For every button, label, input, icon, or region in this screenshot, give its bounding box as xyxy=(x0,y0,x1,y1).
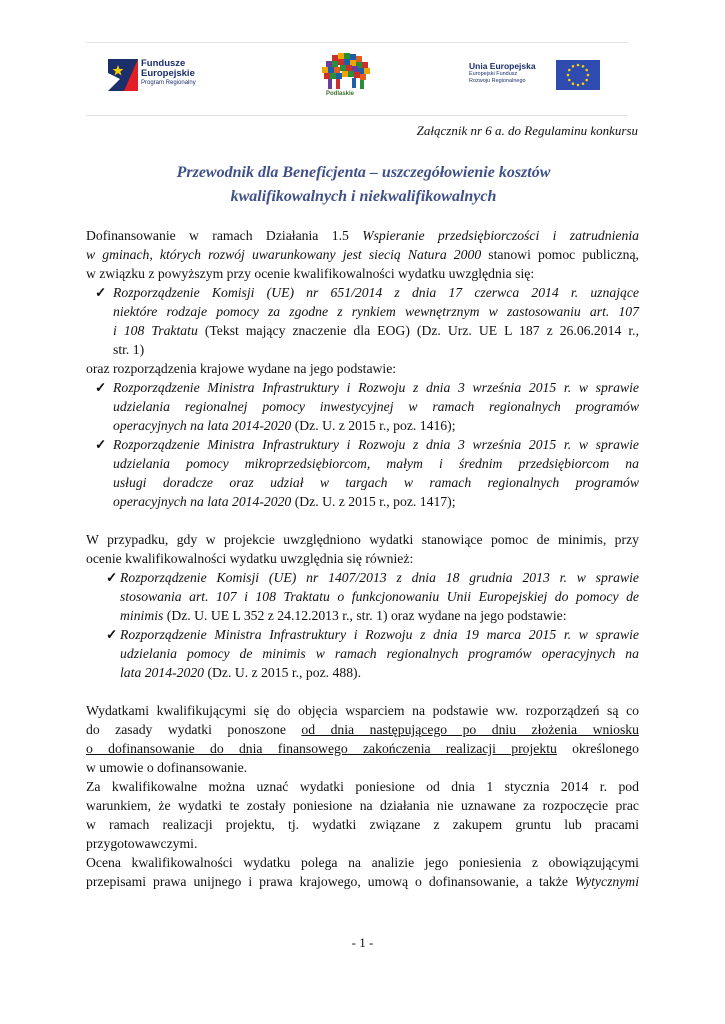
text-span: Rozporządzenie Ministra Infrastruktury i Rozwoju z dnia 3 września 2015 r. w sprawie xyxy=(113,380,639,395)
program-name: Wspieranie przedsiębiorczości i zatrudnienia xyxy=(362,228,639,243)
text-line: Za kwalifikowalne można uznać wydatki poniesione od dnia 1 stycznia 2014 r. pod xyxy=(86,779,639,794)
text-span: Dofinansowanie w ramach Działania 1.5 xyxy=(86,228,363,243)
text-line xyxy=(86,872,639,891)
text-line: W przypadku, gdy w projekcie uwzględniono wydatki stanowiące pomoc de minimis, przy xyxy=(86,532,639,547)
list-item-regulation-651 xyxy=(86,283,639,359)
check-mark-icon: ✓ xyxy=(106,627,118,642)
text-span: określonego xyxy=(556,741,639,756)
program-name: w gminach, których rozwój uwarunkowany jest siecią Natura 2000 xyxy=(86,247,482,262)
text-line xyxy=(95,378,639,397)
text-line: Ocena kwalifikowalności wydatku polega na analizie jego poniesienia z obowiązującymi xyxy=(86,855,639,870)
text-line: str. 1) xyxy=(113,342,145,357)
podlaskie-name: Podlaskie xyxy=(326,91,355,97)
text-line: w ramach realizacji projektu, tj. wydatki związane z zakupem gruntu lub pracami xyxy=(86,817,639,832)
text-span: operacyjnych na lata 2014-2020 xyxy=(113,494,292,509)
text-line xyxy=(106,568,639,587)
paragraph-5 xyxy=(86,777,639,853)
text-line xyxy=(113,321,639,340)
text-line xyxy=(86,739,639,758)
text-span: Rozporządzenie Komisji (UE) nr 1407/2013 z dnia 18 grudnia 2013 r. w sprawie xyxy=(120,570,639,585)
text-span: minimis xyxy=(120,608,164,623)
paragraph-6 xyxy=(86,853,639,891)
text-line xyxy=(95,435,639,454)
bison-mosaic-icon xyxy=(318,51,376,93)
document-body xyxy=(86,226,639,891)
document-title xyxy=(86,161,641,209)
fe-logo-line1: Fundusze xyxy=(141,58,186,69)
paragraph-3 xyxy=(86,530,639,568)
text-line: usługi doradcze oraz udział w targach w ramach regionalnych programów xyxy=(113,475,639,490)
page-number: - 1 - xyxy=(351,935,374,950)
ue-logo-text xyxy=(469,61,536,85)
list-item-regulation-488 xyxy=(86,625,639,682)
text-line: udzielania pomocy mikroprzedsiębiorcom, małym i średnim przedsiębiorcom na xyxy=(113,456,639,471)
text-span: i 108 Traktatu xyxy=(113,323,198,338)
check-mark-icon: ✓ xyxy=(106,570,118,585)
text-line xyxy=(106,625,639,644)
text-line xyxy=(95,283,639,302)
text-span: (Dz. U. UE L 352 z 24.12.2013 r., str. 1) oraz wydane na jego podstawie: xyxy=(163,608,567,623)
podlaskie-logo xyxy=(318,51,376,105)
eu-flag-icon xyxy=(556,60,600,90)
ue-logo-line1: Unia Europejska xyxy=(469,61,536,71)
logo-bar xyxy=(86,42,628,116)
text-span: przepisami prawa unijnego i prawa krajowego, umową o dofinansowanie, a także xyxy=(86,874,575,889)
text-line: w związku z powyższym przy ocenie kwalifikowalności wydatku uwzględnia się: xyxy=(86,266,535,281)
text-span: operacyjnych na lata 2014-2020 xyxy=(113,418,292,433)
check-mark-icon: ✓ xyxy=(95,380,107,395)
fe-logo-text xyxy=(141,59,196,88)
paragraph-2: oraz rozporządzenia krajowe wydane na jego podstawie: xyxy=(86,361,397,376)
text-line: przygotowawczymi. xyxy=(86,836,198,851)
text-line xyxy=(113,492,639,511)
text-line xyxy=(86,245,639,264)
spacer xyxy=(86,682,639,701)
text-line: w umowie o dofinansowanie. xyxy=(86,760,248,775)
text-span: Wytycznymi xyxy=(574,874,639,889)
annex-note: Załącznik nr 6 a. do Regulaminu konkursu xyxy=(416,123,638,138)
text-line: udzielania regionalnej pomocy inwestycyjnej w ramach regionalnych programów xyxy=(113,399,639,414)
list-item-regulation-1417 xyxy=(86,435,639,511)
text-span: (Dz. U. z 2015 r., poz. 488). xyxy=(204,665,362,680)
paragraph-4 xyxy=(86,701,639,777)
text-line: ocenie kwalifikowalności wydatku uwzględnia się również: xyxy=(86,551,414,566)
text-line: udzielania pomocy de minimis w ramach regionalnych programów operacyjnych na xyxy=(120,646,639,661)
text-line: niektóre rodzaje pomocy za zgodne z rynkiem wewnętrznym w zastosowaniu art. 107 xyxy=(113,304,639,319)
text-line: stosowania art. 107 i 108 Traktatu o funkcjonowaniu Unii Europejskiej do pomocy de xyxy=(120,589,639,604)
list-item-regulation-1416 xyxy=(86,378,639,435)
check-mark-icon: ✓ xyxy=(95,437,107,452)
text-span: do zasady wydatki ponoszone xyxy=(86,722,302,737)
text-span: Rozporządzenie Komisji (UE) nr 651/2014 z dnia 17 czerwca 2014 r. uznające xyxy=(113,285,639,300)
text-line: warunkiem, że wydatki te zostały poniesione na działania nie uznawane za rozpoczęcie prac xyxy=(86,798,639,813)
paragraph-1 xyxy=(86,226,639,283)
fe-logo-line2: Europejskie xyxy=(141,68,195,79)
check-mark-icon: ✓ xyxy=(95,285,107,300)
text-span: lata 2014-2020 xyxy=(120,665,205,680)
text-line xyxy=(120,606,639,625)
text-span: (Dz. U. z 2015 r., poz. 1416); xyxy=(291,418,456,433)
underlined-text: od dnia następującego po dniu złożenia wniosku xyxy=(301,722,639,737)
list-item-regulation-1407 xyxy=(86,568,639,625)
spacer xyxy=(86,511,639,530)
text-line xyxy=(113,416,639,435)
title-line-1: Przewodnik dla Beneficjenta – uszczegółowienie kosztów xyxy=(176,164,551,181)
ue-logo-line3: Rozwoju Regionalnego xyxy=(469,78,526,84)
text-line xyxy=(86,226,639,245)
underlined-text: o dofinansowanie do dnia finansowego zakończenia realizacji projektu xyxy=(86,741,557,756)
fe-flag-icon xyxy=(108,59,138,91)
fe-logo-line3: Program Regionalny xyxy=(141,80,196,86)
text-span: Rozporządzenie Ministra Infrastruktury i Rozwoju z dnia 19 marca 2015 r. w sprawie xyxy=(120,627,639,642)
text-span: (Dz. U. z 2015 r., poz. 1417); xyxy=(291,494,456,509)
text-line xyxy=(86,720,639,739)
fundusze-europejskie-logo xyxy=(108,57,218,97)
text-line xyxy=(120,663,639,682)
text-span: (Tekst mający znaczenie dla EOG) (Dz. Urz. UE L 187 z 26.06.2014 r., xyxy=(197,323,639,338)
title-line-2: kwalifikowalnych i niekwalifikowalnych xyxy=(230,188,497,205)
text-span: stanowi pomoc publiczną, xyxy=(481,247,639,262)
ue-logo-line2: Europejski Fundusz xyxy=(469,71,518,77)
text-span: Rozporządzenie Ministra Infrastruktury i Rozwoju z dnia 3 września 2015 r. w sprawie xyxy=(113,437,639,452)
text-line: Wydatkami kwalifikującymi się do objęcia wsparciem na podstawie ww. rozporządzeń są co xyxy=(86,703,639,718)
